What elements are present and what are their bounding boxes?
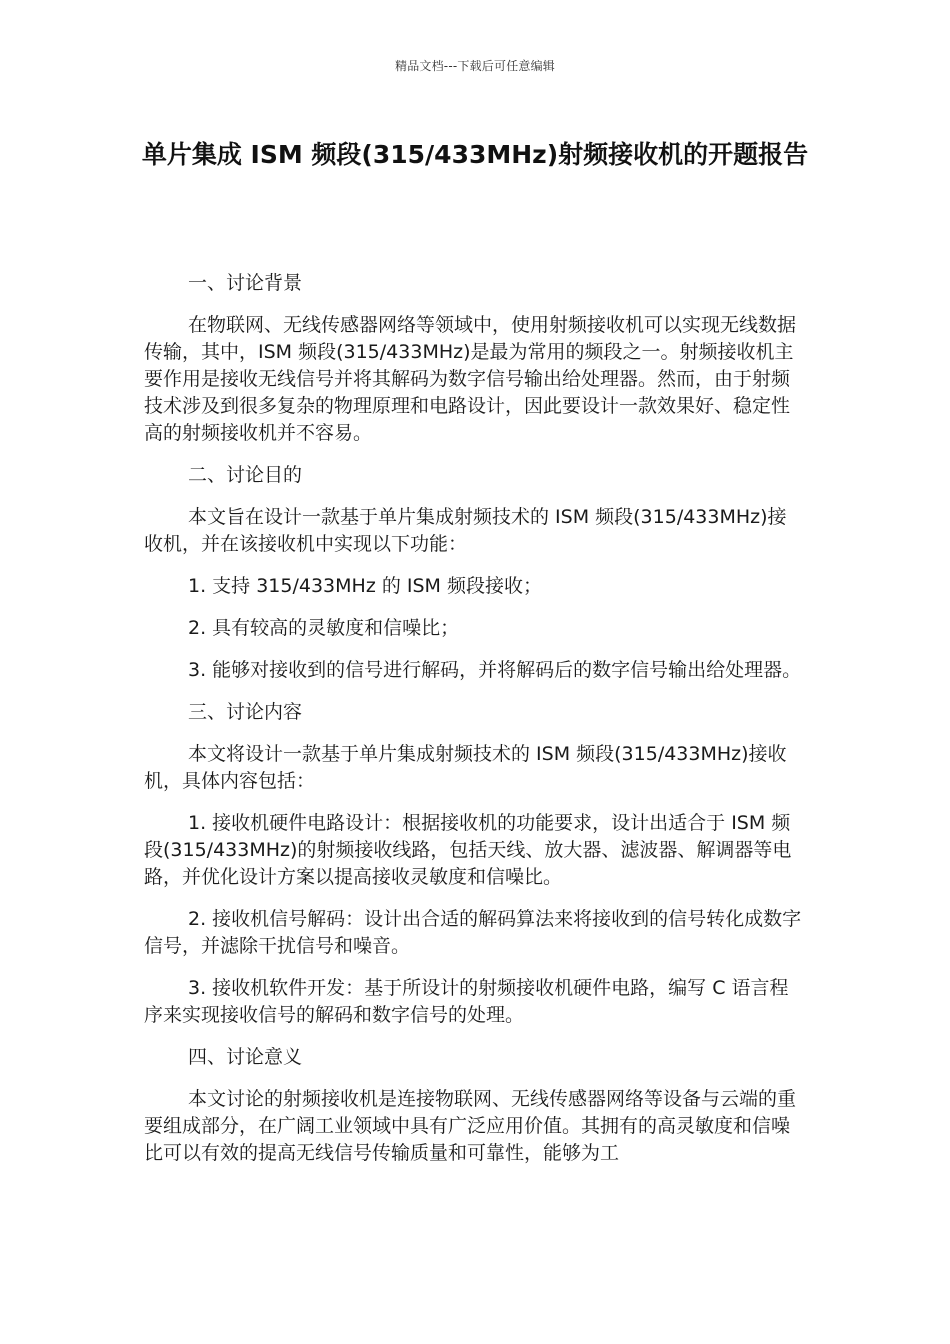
list-item-purpose-3: 3. 能够对接收到的信号进行解码，并将解码后的数字信号输出给处理器。	[188, 659, 802, 681]
paragraph-purpose: 本文旨在设计一款基于单片集成射频技术的 ISM 频段(315/433MHz)接收机，并在该接收机中实现以下功能：	[144, 506, 787, 555]
list-item-purpose-2: 2. 具有较高的灵敏度和信噪比；	[188, 617, 460, 639]
paragraph-background: 在物联网、无线传感器网络等领域中，使用射频接收机可以实现无线数据传输，其中，ISM 频段(315/433MHz)是最为常用的频段之一。射频接收机主要作用是接收无线信号并将其解码为数字信号输出给处理器。然而，由于射频技术涉及到很多复杂的物理原理和电路设计，因此要设计一款效果好、稳定性高的射频接收机并不容易。	[144, 314, 797, 444]
list-item-content-1: 1. 接收机硬件电路设计：根据接收机的功能要求，设计出适合于 ISM 频段(315/433MHz)的射频接收线路，包括天线、放大器、滤波器、解调器等电路，并优化设计方案以提高接收灵敏度和信噪比。	[144, 812, 792, 888]
list-item-purpose-1: 1. 支持 315/433MHz 的 ISM 频段接收；	[188, 575, 542, 597]
section-heading-purpose: 二、讨论目的	[188, 464, 303, 486]
section-heading-background: 一、讨论背景	[188, 272, 303, 294]
header-note: 精品文档---下载后可任意编辑	[395, 59, 555, 73]
list-item-content-3: 3. 接收机软件开发：基于所设计的射频接收机硬件电路，编写 C 语言程序来实现接收信号的解码和数字信号的处理。	[144, 977, 789, 1026]
document-body	[144, 270, 804, 1182]
paragraph-content: 本文将设计一款基于单片集成射频技术的 ISM 频段(315/433MHz)接收机，具体内容包括：	[144, 743, 787, 792]
document-title: 单片集成 ISM 频段(315/433MHz)射频接收机的开题报告	[141, 140, 809, 169]
list-item-content-2: 2. 接收机信号解码：设计出合适的解码算法来将接收到的信号转化成数字信号，并滤除干扰信号和噪音。	[144, 908, 802, 957]
paragraph-significance: 本文讨论的射频接收机是连接物联网、无线传感器网络等设备与云端的重要组成部分，在广阔工业领域中具有广泛应用价值。其拥有的高灵敏度和信噪比可以有效的提高无线信号传输质量和可靠性，能够为工	[144, 1088, 797, 1164]
section-heading-content: 三、讨论内容	[188, 701, 303, 723]
section-heading-significance: 四、讨论意义	[188, 1046, 303, 1068]
